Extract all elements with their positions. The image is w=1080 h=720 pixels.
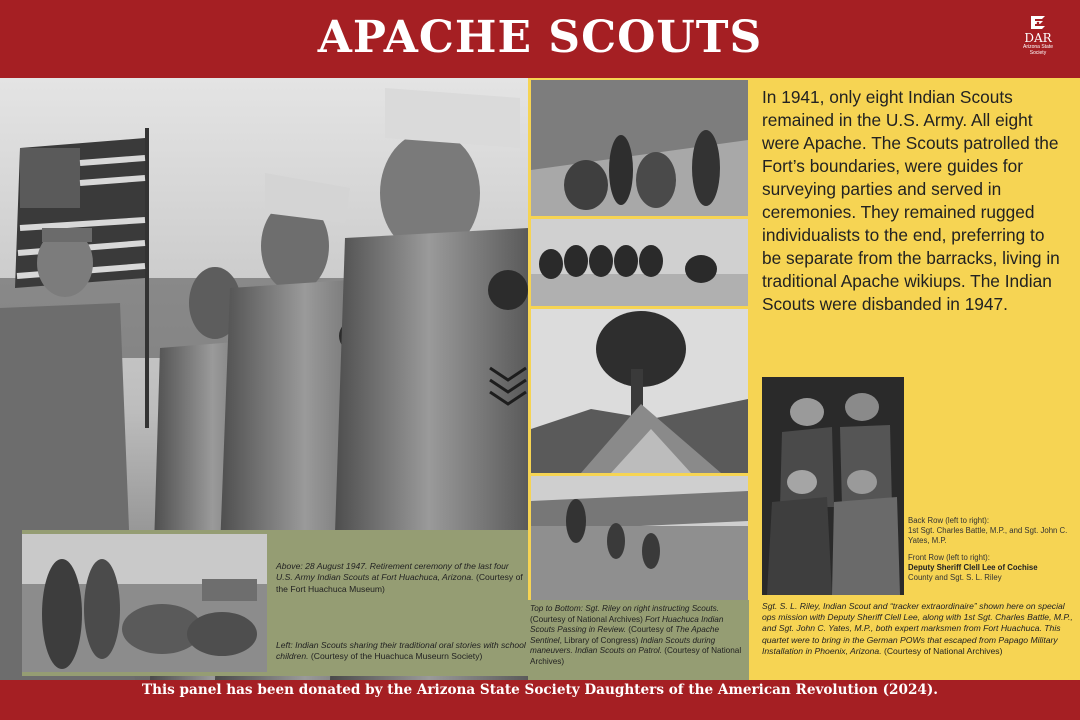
caption-ttb-p2-credit-b: , Library of Congress)	[559, 635, 641, 645]
caption-riley-text: Sgt. S. L. Riley, Indian Scout and “tracker extraordinaire” shown here on special ops mission with Deputy Sheriff Clell Lee, along with 1st Sgt. Charles Battle, M.P., and Sgt. John C. Yates, M.P., both expert marksmen from Fort Huachuca. This quartet were to bring in the German POWs that escaped from Papago Military Installation in Phoenix, Arizona.	[762, 601, 1073, 656]
portrait-caption	[908, 516, 1076, 583]
logo-subtext: Arizona State Society	[1022, 44, 1054, 56]
front-row-bold: Deputy Sheriff Clell Lee of Cochise	[908, 562, 1038, 572]
dar-emblem-icon	[1027, 14, 1049, 32]
caption-top-to-bottom	[530, 604, 747, 668]
caption-ttb-p2-credit-a: (Courtesy of	[626, 625, 676, 635]
scouts-on-patrol-photo	[531, 476, 748, 600]
front-row-label: Front Row (left to right):	[908, 552, 990, 562]
caption-ttb-p3-credit: (Courtesy of National Archives)	[530, 646, 742, 666]
caption-left-text: Left: Indian Scouts sharing their traditional oral stories with school children.	[276, 640, 526, 662]
caption-left-credit: (Courtesy of the Huachuca Museurn Society)	[308, 651, 483, 662]
caption-riley	[762, 601, 1074, 657]
scouts-maneuvers-photo	[531, 309, 748, 473]
dar-logo	[1018, 14, 1058, 56]
caption-ttb-p2: Fort Huachuca Indian Scouts Passing in Review.	[530, 614, 724, 635]
page-title: APACHE SCOUTS	[317, 12, 763, 63]
caption-ttb-p3: Indian Scouts during maneuvers. Indian Scouts on Patrol.	[530, 635, 716, 656]
caption-ttb-p2-sentinel: The Apache Sentinel	[530, 625, 720, 645]
passing-in-review-photo	[531, 219, 748, 306]
front-row-rest: County and Sgt. S. L. Riley	[908, 573, 1002, 583]
main-paragraph: In 1941, only eight Indian Scouts remained in the U.S. Army. All eight were Apache. The Scouts patrolled the Fort’s boundaries, were guides for surveying parties and served in ceremonies. They remained rugged individualists to the end, preferring to be separate from the barracks, living in traditional Apache wikiups. The Indian Scouts were disbanded in 1947.	[762, 87, 1060, 314]
caption-above-text: Above: 28 August 1947. Retirement ceremony of the last four U.S. Army Indian Scouts at Fort Huachuca, Arizona.	[276, 561, 509, 583]
caption-ttb-p1-credit: (Courtesy of National Archives)	[530, 614, 646, 624]
caption-ttb-p1: Top to Bottom: Sgt. Riley on right instructing Scouts.	[530, 604, 720, 613]
caption-above-credit: (Courtesy of the Fort Huachuca Museum)	[276, 572, 523, 594]
riley-instructing-photo	[531, 80, 748, 216]
donation-notice: This panel has been donated by the Arizona State Society Daughters of the American Revolution (2024).	[141, 682, 939, 698]
caption-above	[276, 561, 526, 595]
logo-text: DAR	[1024, 31, 1052, 45]
special-ops-portrait-photo	[762, 377, 904, 595]
scouts-with-children-photo	[22, 534, 267, 672]
back-row-names: 1st Sgt. Charles Battle, M.P., and Sgt. John C. Yates, M.P.	[908, 526, 1068, 546]
caption-left	[276, 640, 526, 663]
caption-riley-credit: (Courtesy of National Archives)	[881, 645, 1003, 656]
back-row-label: Back Row (left to right):	[908, 516, 990, 525]
